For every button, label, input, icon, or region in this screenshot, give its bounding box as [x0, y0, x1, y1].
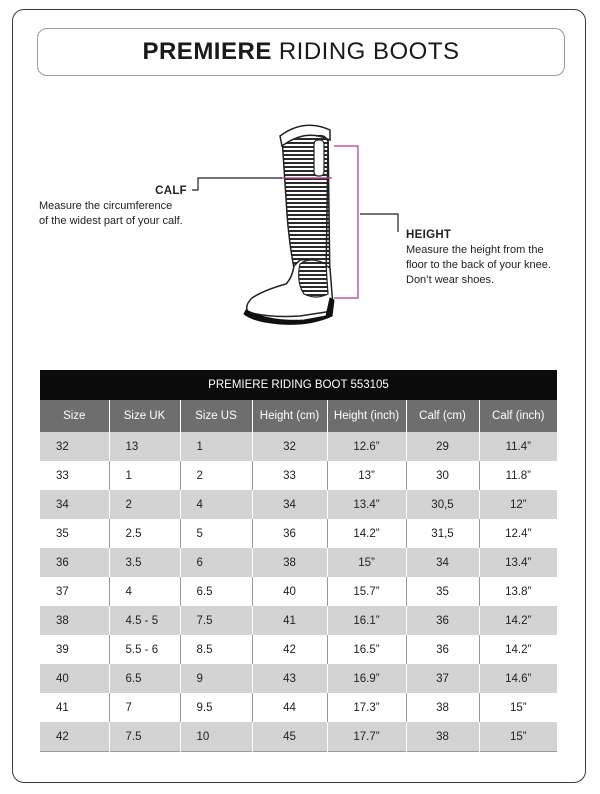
table-cell: 6.5	[109, 664, 180, 693]
table-cell: 13”	[327, 461, 406, 490]
table-cell: 4	[109, 577, 180, 606]
table-cell: 3.5	[109, 548, 180, 577]
table-cell: 35	[406, 577, 479, 606]
table-row	[40, 606, 557, 635]
table-cell: 12.4”	[479, 519, 557, 548]
table-cell: 42	[40, 722, 109, 752]
calf-instructions	[39, 184, 209, 229]
table-cell: 17.3”	[327, 693, 406, 722]
height-bracket	[334, 146, 358, 298]
table-cell: 37	[40, 577, 109, 606]
table-cell: 38	[406, 693, 479, 722]
table-cell: 11.4”	[479, 432, 557, 461]
table-cell: 4	[180, 490, 252, 519]
table-cell: 14.6”	[479, 664, 557, 693]
column-header: Calf (cm)	[406, 400, 479, 432]
page-title	[37, 28, 565, 76]
table-cell: 6.5	[180, 577, 252, 606]
height-heading: HEIGHT	[406, 229, 452, 241]
table-cell: 9.5	[180, 693, 252, 722]
table-header-row	[40, 400, 557, 432]
table-cell: 7.5	[109, 722, 180, 752]
table-cell: 36	[406, 606, 479, 635]
table-cell: 15”	[479, 722, 557, 752]
table-cell: 14.2”	[327, 519, 406, 548]
table-cell: 36	[252, 519, 327, 548]
height-line-2: floor to the back of your knee.	[406, 259, 551, 271]
table-cell: 2	[180, 461, 252, 490]
table-caption: PREMIERE RIDING BOOT 553105	[40, 370, 557, 400]
table-cell: 12.6”	[327, 432, 406, 461]
table-cell: 33	[40, 461, 109, 490]
table-cell: 38	[40, 606, 109, 635]
table-cell: 13.8”	[479, 577, 557, 606]
calf-line-2: of the widest part of your calf.	[39, 215, 183, 227]
table-row	[40, 577, 557, 606]
table-cell: 31,5	[406, 519, 479, 548]
table-cell: 41	[40, 693, 109, 722]
table-cell: 2	[109, 490, 180, 519]
table-row	[40, 635, 557, 664]
table-cell: 29	[406, 432, 479, 461]
column-header: Size US	[180, 400, 252, 432]
table-cell: 10	[180, 722, 252, 752]
table-cell: 17.7”	[327, 722, 406, 752]
table-cell: 40	[252, 577, 327, 606]
table-cell: 33	[252, 461, 327, 490]
table-row	[40, 432, 557, 461]
table-row	[40, 461, 557, 490]
riding-boot-illustration	[230, 118, 400, 328]
table-cell: 5.5 - 6	[109, 635, 180, 664]
table-cell: 14.2”	[479, 606, 557, 635]
height-line-3: Don’t wear shoes.	[406, 274, 495, 286]
table-cell: 13.4”	[327, 490, 406, 519]
table-cell: 39	[40, 635, 109, 664]
table-cell: 1	[109, 461, 180, 490]
table-cell: 32	[40, 432, 109, 461]
table-cell: 13.4”	[479, 548, 557, 577]
column-header: Size	[40, 400, 109, 432]
table-cell: 34	[406, 548, 479, 577]
table-cell: 45	[252, 722, 327, 752]
table-row	[40, 664, 557, 693]
table-body	[40, 432, 557, 752]
calf-line-1: Measure the circumference	[39, 200, 173, 212]
table-row	[40, 548, 557, 577]
table-cell: 7.5	[180, 606, 252, 635]
table-cell: 15.7”	[327, 577, 406, 606]
table-cell: 15”	[327, 548, 406, 577]
table-cell: 4.5 - 5	[109, 606, 180, 635]
table-cell: 6	[180, 548, 252, 577]
column-header: Size UK	[109, 400, 180, 432]
table-cell: 16.5”	[327, 635, 406, 664]
calf-heading: CALF	[155, 185, 187, 197]
table-cell: 12”	[479, 490, 557, 519]
column-header: Height (inch)	[327, 400, 406, 432]
table-row	[40, 490, 557, 519]
table-cell: 32	[252, 432, 327, 461]
table-cell: 38	[252, 548, 327, 577]
table-row	[40, 693, 557, 722]
title-regular: RIDING BOOTS	[278, 38, 460, 65]
table-cell: 11.8”	[479, 461, 557, 490]
table-cell: 34	[252, 490, 327, 519]
table-cell: 16.9”	[327, 664, 406, 693]
table-cell: 42	[252, 635, 327, 664]
table-cell: 7	[109, 693, 180, 722]
table-cell: 30,5	[406, 490, 479, 519]
height-instructions	[406, 228, 576, 288]
table-cell: 8.5	[180, 635, 252, 664]
table-cell: 34	[40, 490, 109, 519]
table-cell: 35	[40, 519, 109, 548]
table-cell: 37	[406, 664, 479, 693]
column-header: Height (cm)	[252, 400, 327, 432]
table-cell: 36	[406, 635, 479, 664]
table-cell: 1	[180, 432, 252, 461]
table-cell: 30	[406, 461, 479, 490]
table-cell: 36	[40, 548, 109, 577]
table-cell: 9	[180, 664, 252, 693]
table-cell: 43	[252, 664, 327, 693]
table-cell: 15”	[479, 693, 557, 722]
table-cell: 44	[252, 693, 327, 722]
size-chart-table	[40, 370, 557, 752]
table-cell: 41	[252, 606, 327, 635]
table-row	[40, 722, 557, 752]
table-row	[40, 519, 557, 548]
height-line-1: Measure the height from the	[406, 244, 544, 256]
table-cell: 13	[109, 432, 180, 461]
table-cell: 16.1”	[327, 606, 406, 635]
table-cell: 2.5	[109, 519, 180, 548]
table-cell: 38	[406, 722, 479, 752]
table-cell: 40	[40, 664, 109, 693]
table-cell: 14.2”	[479, 635, 557, 664]
table-cell: 5	[180, 519, 252, 548]
column-header: Calf (inch)	[479, 400, 557, 432]
title-bold: PREMIERE	[142, 38, 272, 65]
